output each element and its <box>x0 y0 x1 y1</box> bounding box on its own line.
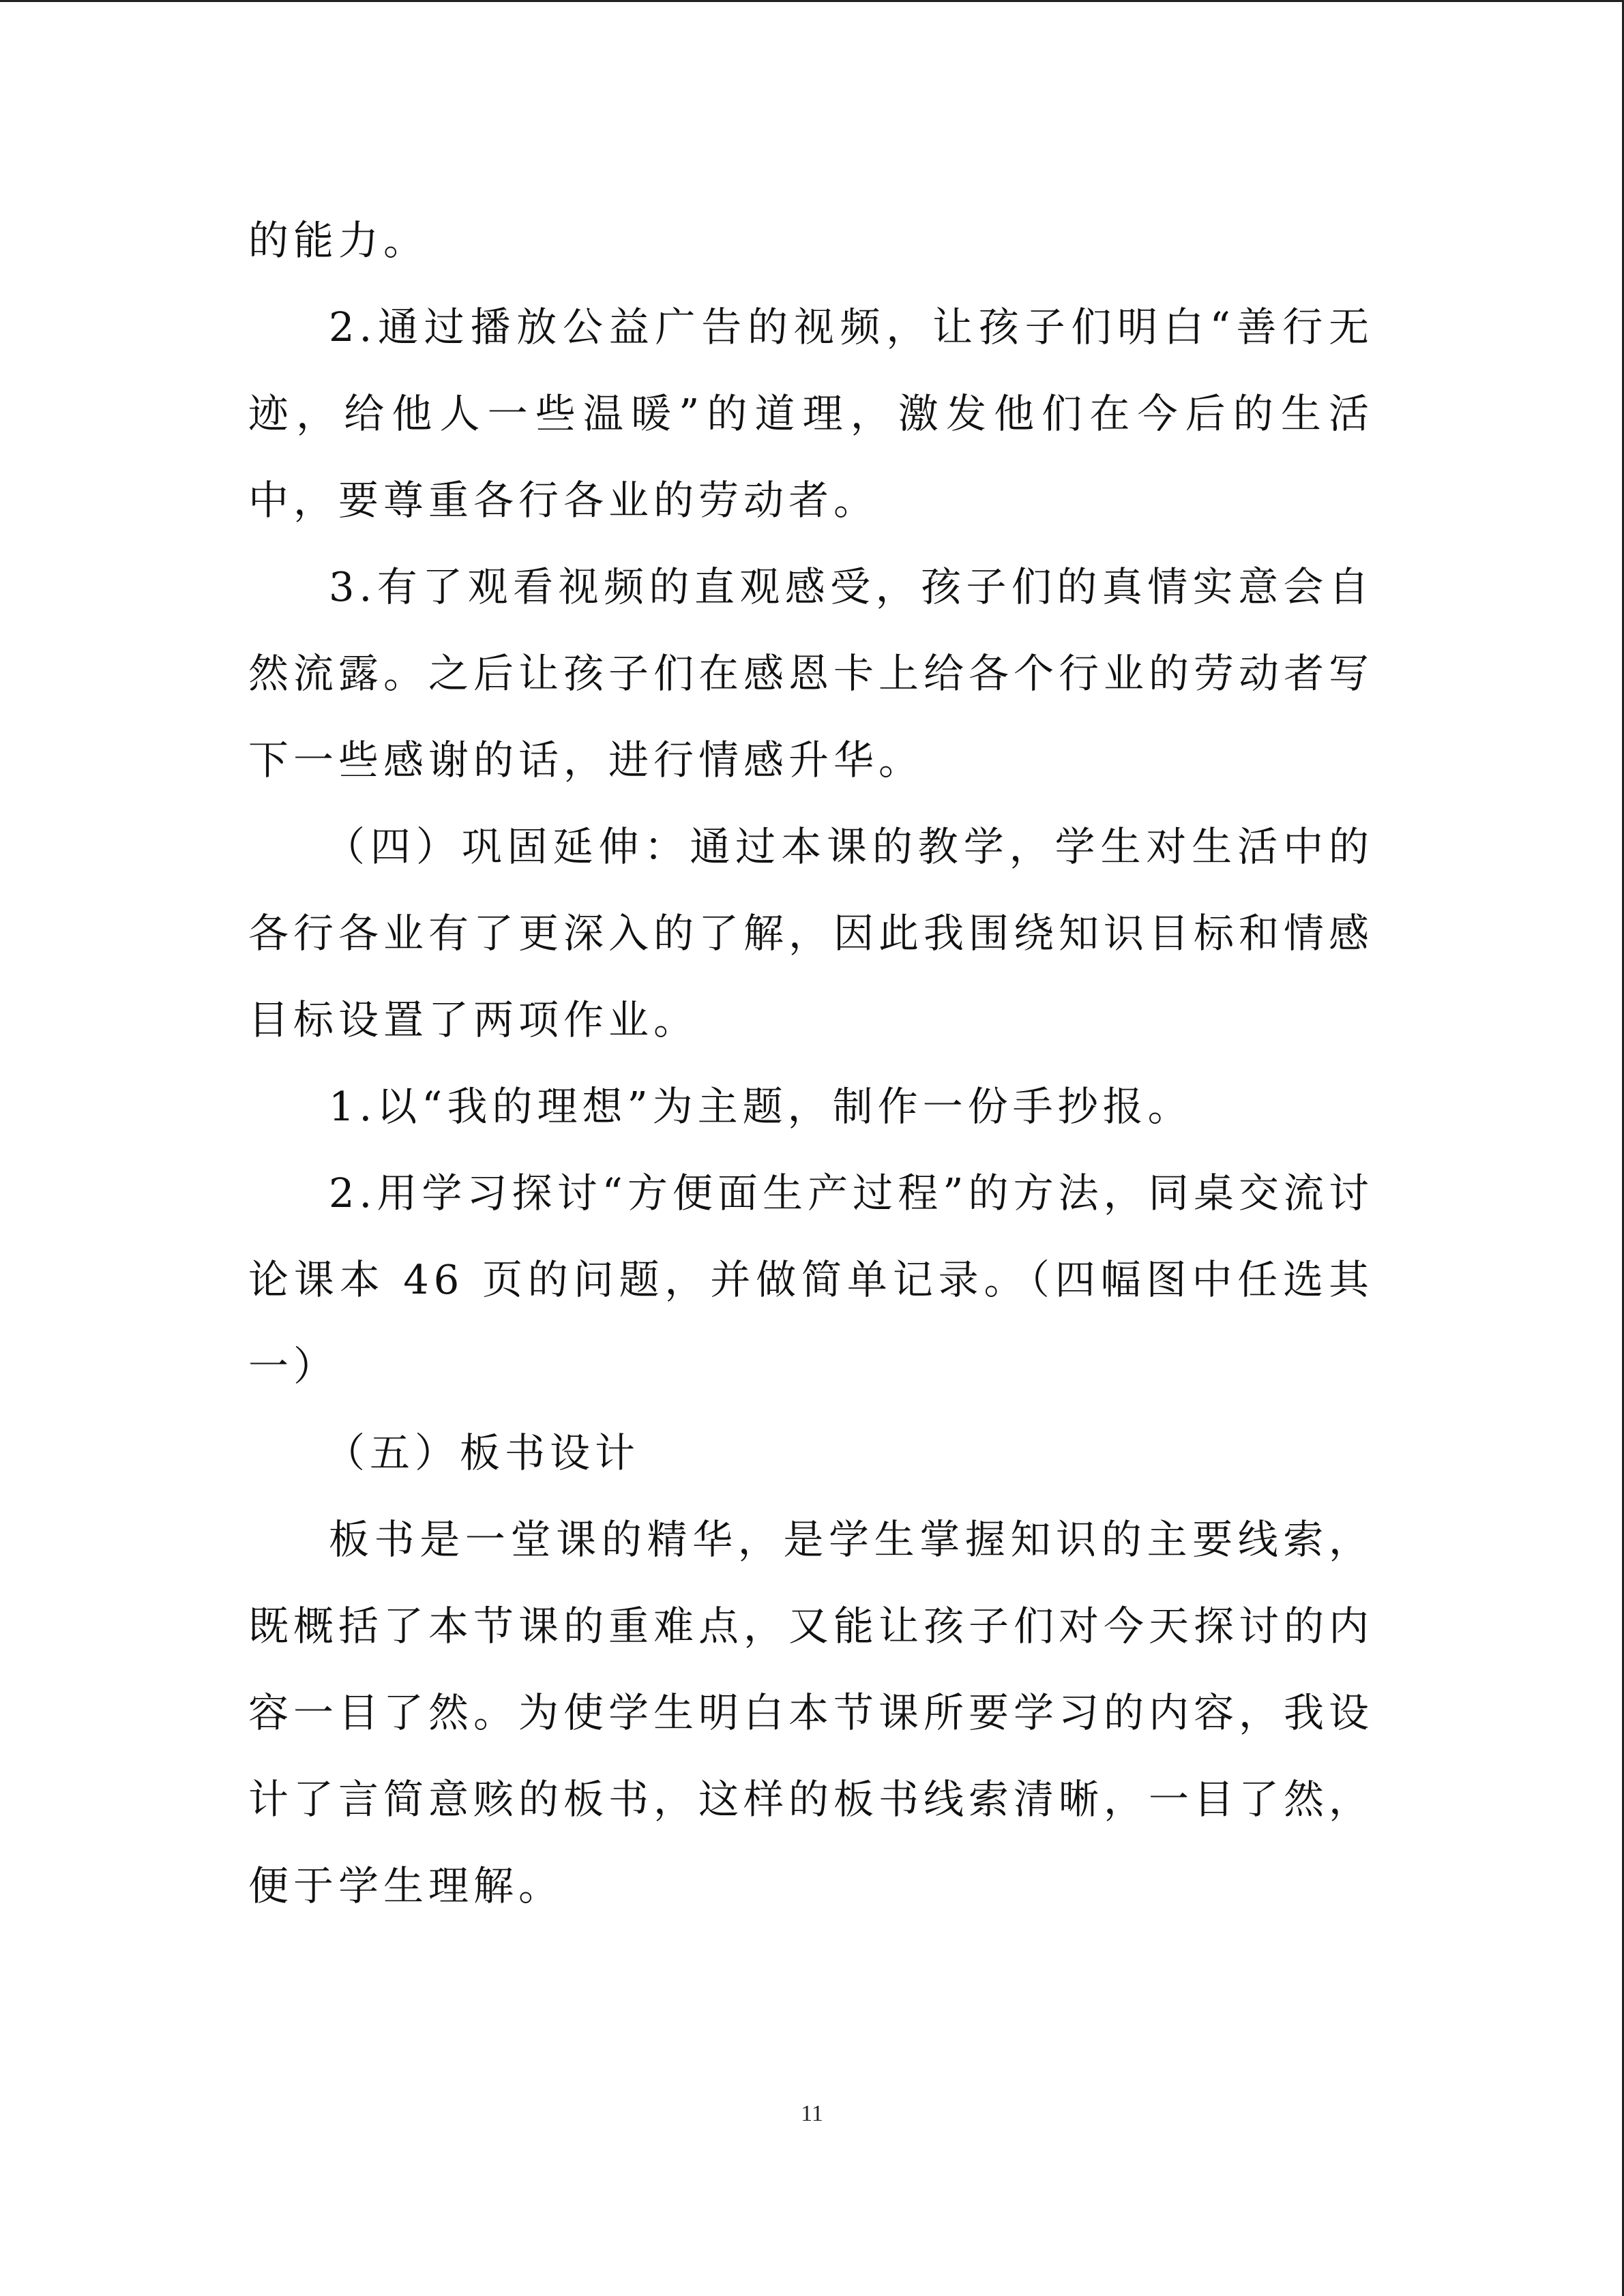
paragraph-item-2: 2.通过播放公益广告的视频，让孩子们明白“善行无迹，给他人一些温暖”的道理，激发他们在今后的生活中，要尊重各行各业的劳动者。 <box>248 303 1374 524</box>
paragraph-continuation: 的能力。 <box>248 217 429 264</box>
body-text <box>248 197 1374 1929</box>
paragraph-board-design: 板书是一堂课的精华，是学生掌握知识的主要线索，既概括了本节课的重难点，又能让孩子们对今天探讨的内容一目了然。为使学生明白本节课所要学习的内容，我设计了言简意赅的板书，这样的板书线索清晰，一目了然，便于学生理解。 <box>248 1516 1374 1909</box>
paragraph-homework-2: 2.用学习探讨“方便面生产过程”的方法，同桌交流讨论课本 46 页的问题，并做简单记录。（四幅图中任选其一） <box>248 1169 1374 1390</box>
paragraph-homework-1: 1.以“我的理想”为主题，制作一份手抄报。 <box>329 1083 1193 1130</box>
paragraph-item-3: 3.有了观看视频的直观感受，孩子们的真情实意会自然流露。之后让孩子们在感恩卡上给各个行业的劳动者写下一些感谢的话，进行情感升华。 <box>248 563 1374 784</box>
paragraph-section-4: （四）巩固延伸：通过本课的教学，学生对生活中的各行各业有了更深入的了解，因此我围绕知识目标和情感目标设置了两项作业。 <box>248 823 1374 1043</box>
page-number: 11 <box>801 2101 823 2126</box>
paragraph-section-5: （五）板书设计 <box>325 1429 640 1476</box>
